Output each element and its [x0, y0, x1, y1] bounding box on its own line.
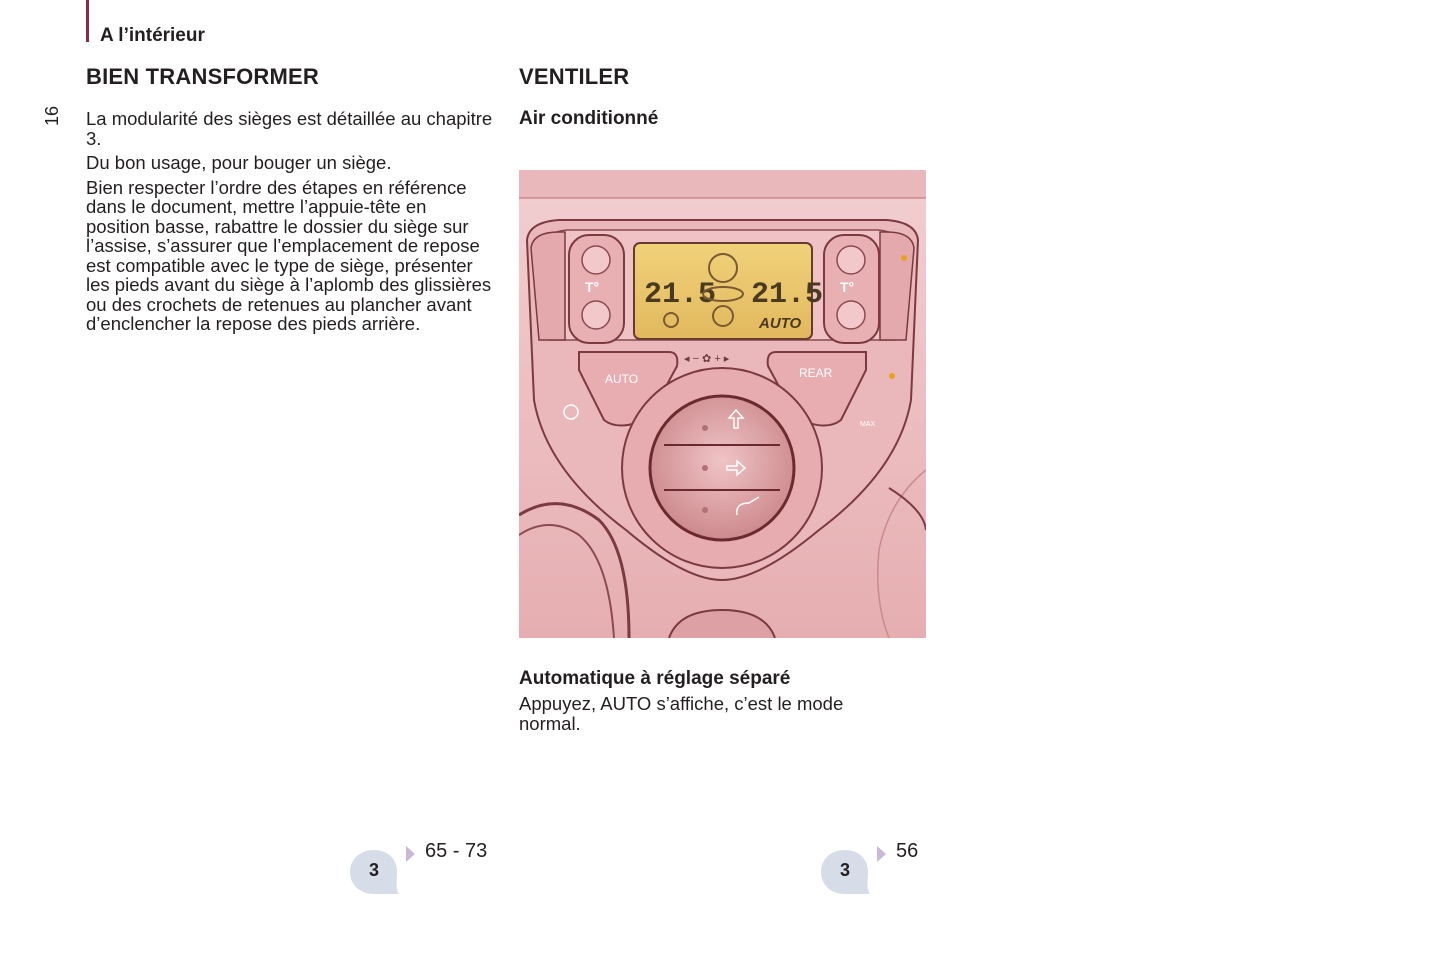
left-body: [86, 109, 494, 339]
paragraph: Du bon usage, pour bouger un siège.: [86, 152, 392, 173]
section-marker: [86, 0, 89, 42]
left-heading: BIEN TRANSFORMER: [86, 64, 319, 89]
temp-label-right: T°: [840, 279, 855, 295]
paragraph: Bien respecter l’ordre des étapes en référence dans le document, mettre l’appuie-tête en position basse, rabattre le dossier du siège sur l’assise, s’assurer que l’emplacement de repose est compatible avec le type de siège, présenter les pieds avant du siège à l’aplomb des glissières ou des crochets de retenues au plancher avant d’enclencher la repose des pieds arrière.: [86, 176, 492, 334]
display-left-temp: 21.5: [644, 278, 717, 312]
page-number: 16: [42, 105, 62, 127]
display-right-temp: 21.5: [751, 278, 824, 312]
display-mode: AUTO: [759, 315, 802, 332]
section-title: A l’intérieur: [100, 25, 205, 46]
paragraph: La modularité des sièges est détaillée au chapitre 3.: [86, 108, 493, 149]
right-heading: VENTILER: [519, 64, 630, 89]
temp-label-left: T°: [585, 279, 600, 295]
reference-pages: 65 - 73: [425, 840, 488, 862]
arrow-right-icon: [877, 846, 886, 862]
arrow-right-icon: [406, 846, 415, 862]
right-subheading: Air conditionné: [519, 108, 659, 129]
button-rear: REAR: [799, 366, 833, 380]
button-max: MAX: [860, 421, 876, 428]
chapter-number: 3: [839, 860, 850, 880]
button-auto: AUTO: [605, 372, 639, 386]
caption-text: Appuyez, AUTO s’affiche, c’est le mode normal.: [519, 693, 844, 734]
reference-pages: 56: [896, 840, 919, 862]
caption-title: Automatique à réglage séparé: [519, 668, 791, 689]
fan-scale: ◂ − ✿ + ▸: [684, 353, 730, 365]
climate-control-illustration: [519, 170, 926, 638]
chapter-number: 3: [368, 860, 379, 880]
